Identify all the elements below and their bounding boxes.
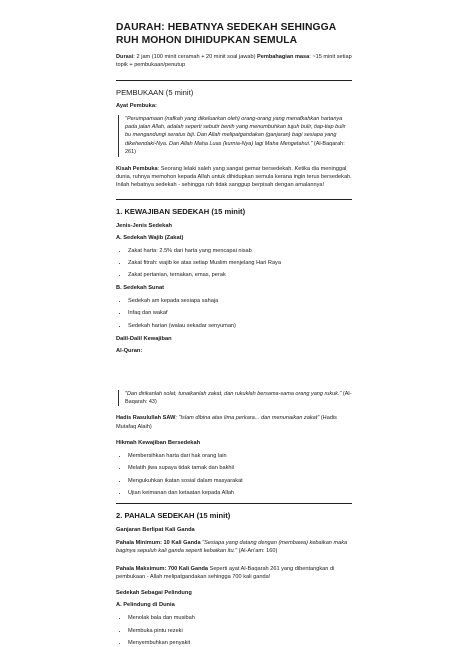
durasi-value: : 2 jam (100 minit ceramah + 20 minit soal jawab) [133, 54, 256, 60]
document-title: DAURAH: HEBATNYA SEDEKAH SEHINGGA RUH MOHON DIHIDUPKAN SEMULA [116, 22, 336, 46]
kisah-pembuka: Kisah Pembuka: Seorang lelaki saleh yang sangat gemar bersedekah. Ketika dia meninggal dunia, ruhnya memohon kepada Allah untuk dihidupkan semula kerana ingin terus bersedekah. Inilah hebatnya sedekah - sehingga ruh tidak sanggup berpisah dengan amalannya! [116, 165, 352, 189]
dalil-heading: Dalil-Dalil Kewajiban [116, 335, 172, 342]
divider [116, 199, 352, 200]
hikmah-list [116, 452, 352, 497]
list-item: • Zakat fitrah: wajib ke atas setiap Muslim menjelang Hari Raya [128, 259, 352, 267]
ayat-pembuka-quote: "Perumpamaan (nafkah yang dikeluarkan oleh) orang-orang yang menafkahkan hartanya pada jalan Allah, adalah seperti sebutir benih yang menumbuhkan tujuh bulir, tiap-tiap bulir bu mengandungi seratus biji. Dan Allah melipatgandakan (ganjaran) bagi sesiapa yang dikehendaki-Nya. Dan Allah Maha Luas (kurnia-Nya) lagi Maha Mengetahui." (Al-Baqarah: 261) [118, 115, 352, 157]
pahala-minimum: Pahala Minimum: 10 Kali Ganda "Sesiapa yang datang dengan (membawa) kebaikan maka baginya sepuluh kali ganda seperti kebaikan itu." (Al-An'am: 160) [116, 539, 348, 555]
hikmah-heading: Hikmah Kewajiban Bersedekah [116, 440, 201, 447]
divider [116, 503, 352, 504]
pelindung-dunia-heading: A. Pelindung di Dunia [116, 602, 175, 609]
pembahagian-value: : ~15 minit setiap topik + pembukaan/penutup [116, 54, 352, 69]
sedekah-sunat-heading: B. Sedekah Sunat [116, 285, 165, 292]
sedekah-wajib-heading: A. Sedekah Wajib (Zakat) [116, 234, 184, 241]
list-item: • Menolak bala dan musibah [128, 614, 352, 622]
pembahagian-label: Pembahagian masa [257, 54, 310, 60]
sedekah-sunat-list [116, 297, 352, 329]
session-meta [116, 53, 352, 70]
list-item: • Mengukuhkan ikatan sosial dalam masyarakat [128, 477, 352, 485]
list-item: • Menyembuhkan penyakit [128, 639, 352, 647]
al-quran-quote: "Dan dirikanlah solat, tunaikanlah zakat, dan rukuklah bersama-sama orang yang rukuk." (Al-Baqarah: 43) [118, 390, 352, 407]
durasi-label: Durasi [116, 54, 134, 60]
list-item: • Zakat pertanian, ternakan, emas, perak [128, 271, 352, 279]
pahala-maksimum: Pahala Maksimum: 700 Kali Ganda Seperti ayat Al-Baqarah 261 yang dibentangkan di pembukaan - Allah melipatgandakan sehingga 700 kali ganda! [116, 565, 335, 580]
list-item: • Melatih jiwa supaya tidak tamak dan bakhil [128, 464, 352, 472]
section-heading-kewajiban: 1. KEWAJIBAN SEDEKAH (15 minit) [116, 206, 246, 216]
al-quran-label: Al-Quran: [116, 347, 143, 354]
list-item: • Sedekah am kepada sesiapa sahaja [128, 297, 352, 305]
hadis-line: Hadis Rasulullah SAW: "Islam dibina atas lima perkara... dan menunaikan zakat" (Hadis Mutafaq Alaih) [116, 415, 337, 430]
list-item: • Zakat harta: 2.5% dari harta yang mencapai nisab [128, 247, 352, 255]
blank-space [116, 360, 352, 390]
ganjaran-heading: Ganjaran Berlipat Kali Ganda [116, 526, 195, 533]
section-heading-pahala: 2. PAHALA SEDEKAH (15 minit) [116, 510, 231, 520]
pelindung-heading: Sedekah Sebagai Pelindung [116, 590, 192, 597]
jenis-sedekah-heading: Jenis-Jenis Sedekah [116, 222, 172, 229]
list-item: • Membersihkan harta dari hak orang lain [128, 452, 352, 460]
ayat-pembuka-label: Ayat Pembuka: [116, 102, 157, 109]
list-item: • Membuka pintu rezeki [128, 627, 352, 635]
list-item: • Sedekah harian (walau sekadar senyuman) [128, 322, 352, 330]
sedekah-wajib-list [116, 247, 352, 279]
list-item: • Ujian keimanan dan ketaatan kepada Allah [128, 489, 352, 497]
list-item: • Infaq dan wakaf [128, 309, 352, 317]
pelindung-dunia-list [116, 614, 352, 646]
divider [116, 80, 352, 81]
section-heading-pembukaan: PEMBUKAAN (5 minit) [116, 87, 194, 97]
